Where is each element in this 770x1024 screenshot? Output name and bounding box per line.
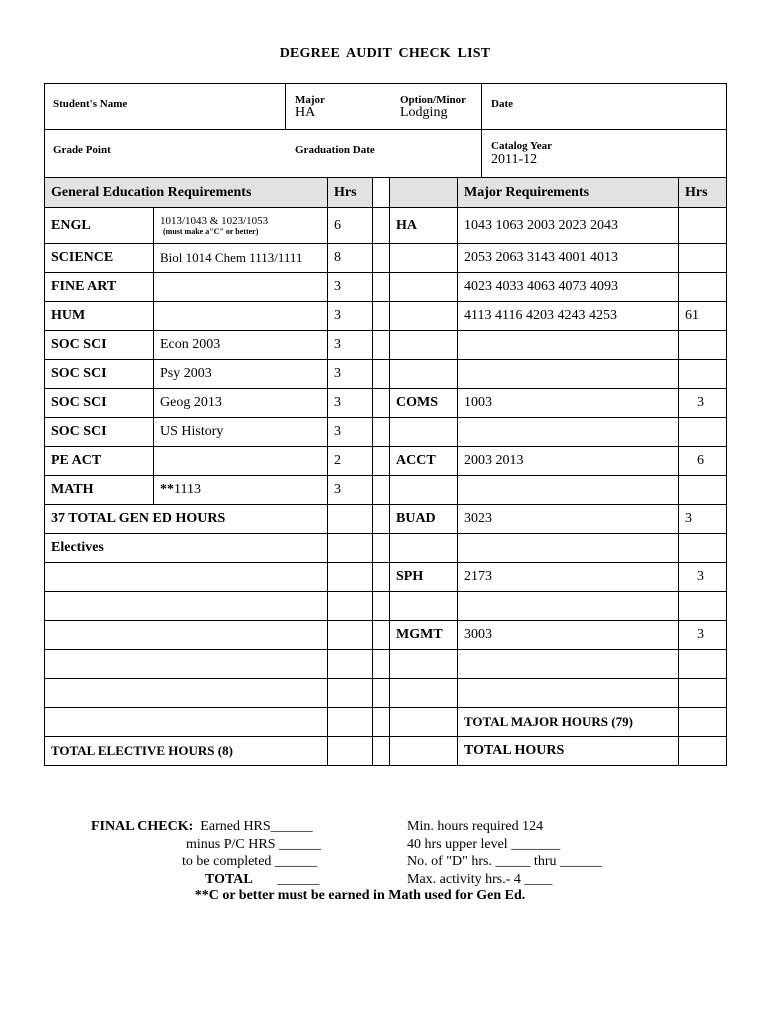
hrs-cell: 3: [328, 418, 373, 447]
major-hrs-cell: [679, 650, 727, 679]
column-gap: [373, 737, 390, 766]
course-note: (must make a"C" or better): [163, 227, 259, 236]
major-course-cell: [458, 331, 679, 360]
total-blank: ______: [277, 871, 320, 887]
upper-level: 40 hrs upper level _______: [407, 836, 561, 852]
major-hrs-cell: [679, 360, 727, 389]
elective-cell: [45, 563, 328, 592]
table-row: [45, 273, 727, 302]
total-elective-hours: TOTAL ELECTIVE HOURS (8): [45, 737, 328, 766]
major-course-cell: [458, 534, 679, 563]
mgmt-course: 3003: [458, 621, 679, 650]
hrs-cell: 3: [328, 302, 373, 331]
hrs-cell: [328, 650, 373, 679]
subject-cell: FINE ART: [45, 273, 154, 302]
elective-cell: [45, 679, 328, 708]
column-gap: [373, 476, 390, 505]
major-code-cell: COMS: [390, 389, 458, 418]
d-hours: No. of "D" hrs. _____ thru ______: [407, 854, 602, 869]
subject-cell: SOC SCI: [45, 389, 154, 418]
elective-cell: [45, 650, 328, 679]
table-row: [45, 447, 727, 476]
math-note: **C or better must be earned in Math used for Gen Ed.: [194, 888, 526, 903]
table-row: [45, 592, 727, 621]
column-gap: [373, 418, 390, 447]
column-gap: [373, 244, 390, 273]
table-row: [45, 737, 727, 766]
major-code-cell: [390, 302, 458, 331]
subject-cell: HUM: [45, 302, 154, 331]
major-code-cell: [390, 650, 458, 679]
column-gap: [373, 650, 390, 679]
hrs-cell: [328, 621, 373, 650]
major-course-cell: [458, 650, 679, 679]
subject-cell: SOC SCI: [45, 418, 154, 447]
to-be-completed: to be completed ______: [182, 854, 317, 869]
subject-cell: SOC SCI: [45, 331, 154, 360]
table-row: [45, 563, 727, 592]
final-check-right: [407, 818, 602, 888]
column-gap: [373, 447, 390, 476]
buad-hrs: 3: [679, 505, 727, 534]
subject-cell: ENGL: [45, 208, 154, 244]
column-gap: [373, 708, 390, 737]
course-cell: [154, 273, 328, 302]
grade-point-label: Grade Point: [53, 144, 111, 156]
major-code-cell: [390, 534, 458, 563]
course-cell: Psy 2003: [154, 360, 328, 389]
major-hrs-cell: [679, 208, 727, 244]
elective-cell: [45, 708, 328, 737]
requirements-table: [44, 177, 727, 766]
column-gap: [373, 302, 390, 331]
major-hrs-cell: [679, 244, 727, 273]
table-row: [45, 360, 727, 389]
page-title: DEGREE AUDIT CHECK LIST: [279, 46, 491, 61]
sph-hrs: 3: [679, 563, 727, 592]
elective-cell: [45, 621, 328, 650]
major-code-cell: [390, 592, 458, 621]
course-text: 1113: [174, 482, 201, 497]
sph-course: 2173: [458, 563, 679, 592]
major-hrs-cell: [679, 476, 727, 505]
major-label: Major: [295, 94, 325, 106]
column-gap: [373, 208, 390, 244]
major-hrs-header: Hrs: [679, 178, 727, 208]
course-text: 1013/1043 & 1023/1053: [160, 215, 269, 227]
table-row: [45, 418, 727, 447]
min-hours: Min. hours required 124: [407, 819, 544, 834]
subject-cell: PE ACT: [45, 447, 154, 476]
graduation-date-label: Graduation Date: [295, 144, 375, 156]
major-hrs-cell: [679, 679, 727, 708]
hrs-cell: 8: [328, 244, 373, 273]
course-cell: US History: [154, 418, 328, 447]
course-prefix: **: [160, 482, 174, 497]
table-row: [45, 708, 727, 737]
mgmt-code: MGMT: [390, 621, 458, 650]
major-hrs-cell: [679, 592, 727, 621]
buad-code: BUAD: [390, 505, 458, 534]
major-hrs-cell: [679, 331, 727, 360]
major-code-cell: [390, 273, 458, 302]
total-major-hours: TOTAL MAJOR HOURS (79): [458, 708, 679, 737]
total-label: TOTAL: [205, 871, 253, 887]
minus-pc-hrs: minus P/C HRS ______: [186, 836, 321, 852]
table-header-row: [45, 178, 727, 208]
major-course-cell: 4023 4033 4063 4073 4093: [458, 273, 679, 302]
major-code-cell: [390, 679, 458, 708]
option-minor-label: Option/Minor: [400, 94, 467, 106]
hrs-cell: 3: [328, 273, 373, 302]
table-row: [45, 534, 727, 563]
major-code-cell: [390, 331, 458, 360]
buad-course: 3023: [458, 505, 679, 534]
hrs-cell: 3: [328, 360, 373, 389]
major-code-cell: [390, 476, 458, 505]
major-course-cell: 4113 4116 4203 4243 4253: [458, 302, 679, 331]
final-check-label: FINAL CHECK:: [91, 819, 194, 834]
earned-hrs: Earned HRS______: [200, 819, 313, 834]
major-course-cell: [458, 476, 679, 505]
course-cell: Econ 2003: [154, 331, 328, 360]
table-row: [45, 505, 727, 534]
sph-code: SPH: [390, 563, 458, 592]
table-row: [45, 650, 727, 679]
major-header: Major Requirements: [458, 178, 679, 208]
major-code-header: [390, 178, 458, 208]
major-hrs-cell: 6: [679, 447, 727, 476]
hrs-cell: [328, 737, 373, 766]
table-row: [45, 331, 727, 360]
table-row: [45, 244, 727, 273]
major-hrs-cell: [679, 273, 727, 302]
hrs-cell: 3: [328, 476, 373, 505]
hrs-cell: [328, 592, 373, 621]
hrs-cell: [328, 679, 373, 708]
hrs-cell: [328, 505, 373, 534]
hrs-cell: 2: [328, 447, 373, 476]
major-hrs-cell: 61: [679, 302, 727, 331]
column-gap: [373, 592, 390, 621]
hrs-cell: 3: [328, 389, 373, 418]
major-code-cell: [390, 418, 458, 447]
major-hrs-cell: [679, 708, 727, 737]
major-course-cell: [458, 360, 679, 389]
option-minor-value: Lodging: [400, 105, 448, 120]
major-code-cell: [390, 244, 458, 273]
course-cell: Biol 1014 Chem 1113/1111: [154, 244, 328, 273]
major-hrs-cell: [679, 737, 727, 766]
course-cell: [154, 447, 328, 476]
table-row: [45, 302, 727, 331]
major-course-cell: 2053 2063 3143 4001 4013: [458, 244, 679, 273]
course-cell: [154, 302, 328, 331]
table-row: [45, 476, 727, 505]
column-gap: [373, 178, 390, 208]
hrs-header: Hrs: [328, 178, 373, 208]
column-gap: [373, 273, 390, 302]
gen-ed-header: General Education Requirements: [45, 178, 328, 208]
hrs-cell: 6: [328, 208, 373, 244]
major-value: HA: [295, 105, 316, 120]
column-gap: [373, 534, 390, 563]
elective-cell: [45, 592, 328, 621]
table-row: [45, 679, 727, 708]
hrs-cell: [328, 563, 373, 592]
total-gen-ed-hours: 37 TOTAL GEN ED HOURS: [45, 505, 328, 534]
major-code-cell: HA: [390, 208, 458, 244]
major-hrs-cell: [679, 418, 727, 447]
column-gap: [373, 331, 390, 360]
activity-hours: Max. activity hrs.- 4 ____: [407, 871, 553, 887]
major-course-cell: 2003 2013: [458, 447, 679, 476]
course-cell: Geog 2013: [154, 389, 328, 418]
course-cell: [154, 208, 328, 244]
table-row: [45, 208, 727, 244]
hrs-cell: 3: [328, 331, 373, 360]
major-hrs-cell: 3: [679, 389, 727, 418]
table-row: [45, 621, 727, 650]
major-course-cell: [458, 679, 679, 708]
major-course-cell: 1043 1063 2003 2023 2043: [458, 208, 679, 244]
catalog-year-label: Catalog Year: [491, 140, 552, 152]
hrs-cell: [328, 534, 373, 563]
table-row: [45, 389, 727, 418]
total-hours: TOTAL HOURS: [458, 737, 679, 766]
catalog-year-value: 2011-12: [491, 152, 538, 167]
student-name-label: Student's Name: [53, 98, 128, 110]
column-gap: [373, 563, 390, 592]
course-cell: [154, 476, 328, 505]
student-info-box: [44, 83, 727, 178]
subject-cell: MATH: [45, 476, 154, 505]
final-check-left: [91, 818, 321, 888]
column-gap: [373, 621, 390, 650]
mgmt-hrs: 3: [679, 621, 727, 650]
column-gap: [373, 360, 390, 389]
column-gap: [373, 389, 390, 418]
electives-label: Electives: [45, 534, 328, 563]
subject-cell: SCIENCE: [45, 244, 154, 273]
major-course-cell: 1003: [458, 389, 679, 418]
date-label: Date: [491, 98, 513, 110]
column-gap: [373, 679, 390, 708]
column-gap: [373, 505, 390, 534]
major-hrs-cell: [679, 534, 727, 563]
major-code-cell: [390, 360, 458, 389]
subject-cell: SOC SCI: [45, 360, 154, 389]
major-code-cell: [390, 708, 458, 737]
major-course-cell: [458, 418, 679, 447]
major-code-cell: ACCT: [390, 447, 458, 476]
major-code-cell: [390, 737, 458, 766]
major-course-cell: [458, 592, 679, 621]
hrs-cell: [328, 708, 373, 737]
